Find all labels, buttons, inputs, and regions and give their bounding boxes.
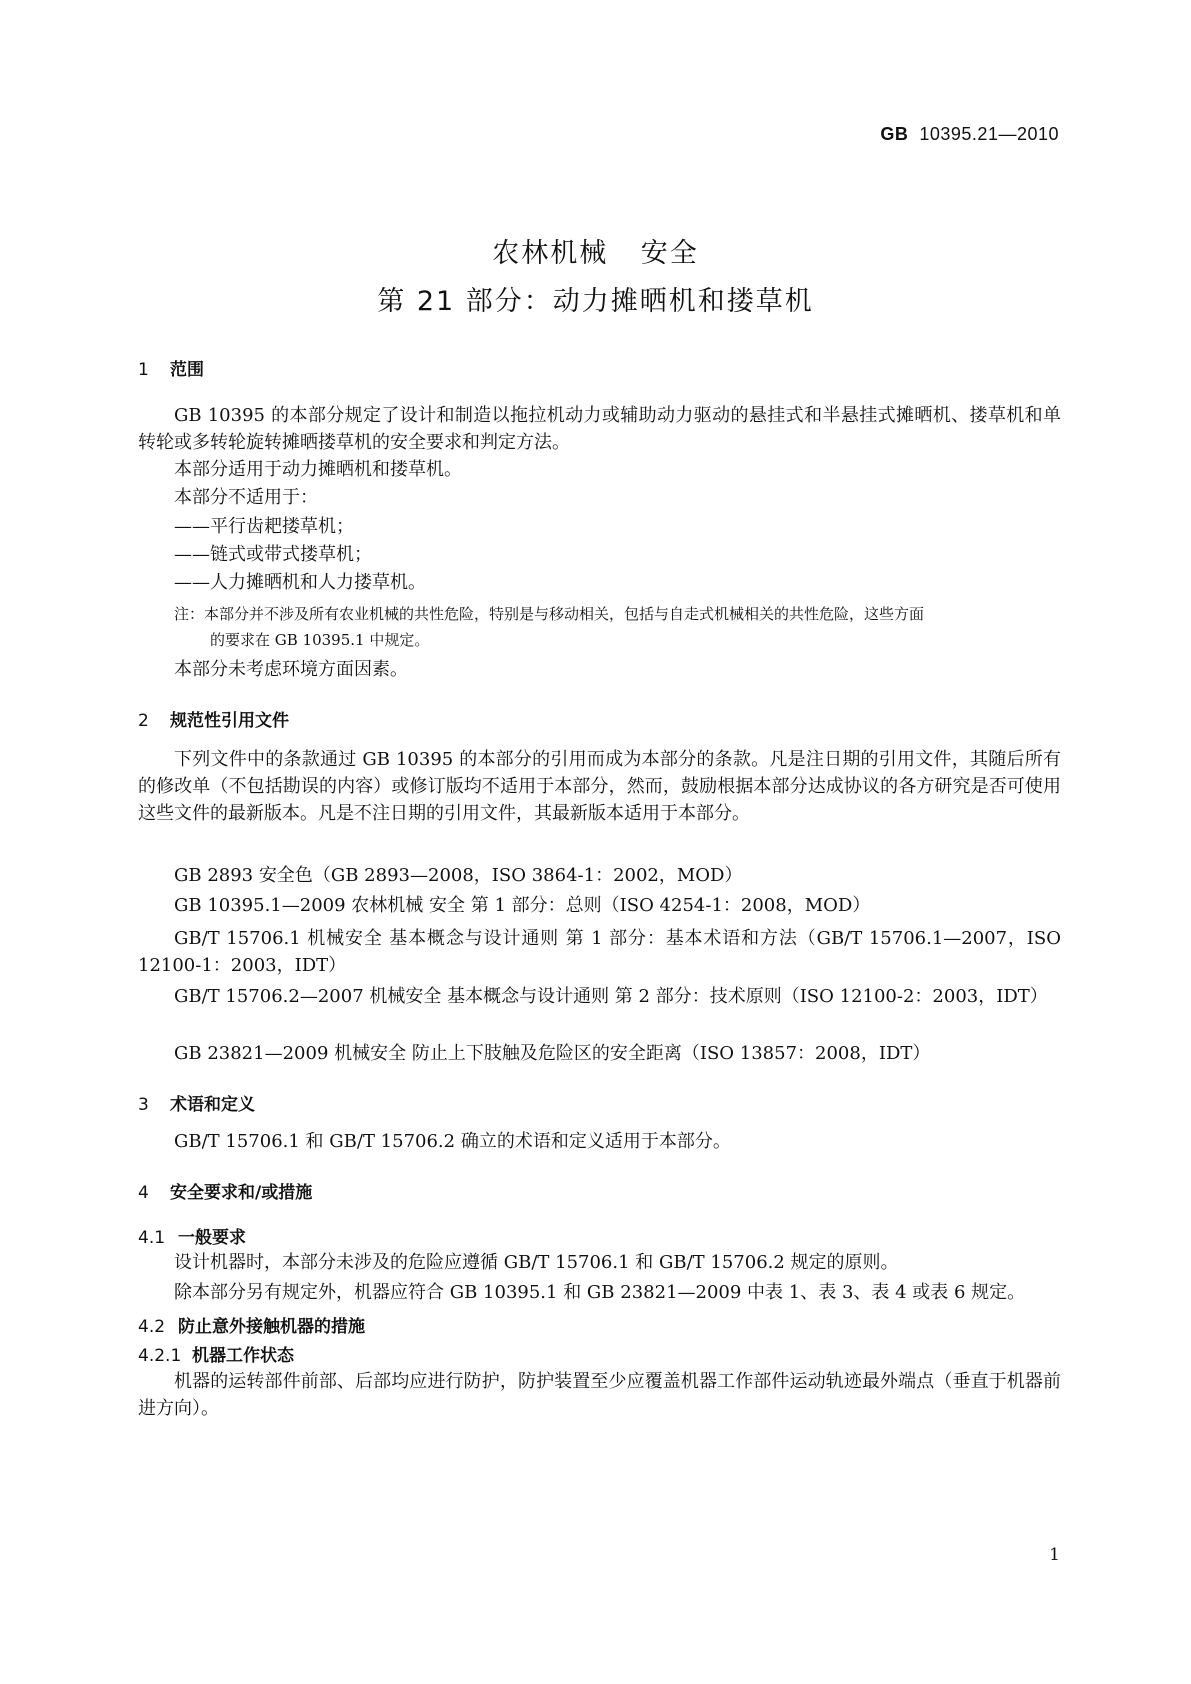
subsection-number: 4.1 — [138, 1228, 166, 1248]
reference-item: GB/T 15706.2—2007 机械安全 基本概念与设计通则 第 2 部分：技术原则（ISO 12100-2：2003，IDT） — [174, 986, 1048, 1007]
title-line-2: 第 21 部分：动力摊晒机和搂草机 — [377, 286, 814, 317]
subsection-title: 防止意外接触机器的措施 — [178, 1317, 365, 1337]
list-item: ——平行齿耙搂草机； — [174, 516, 354, 537]
subsection-4-2-heading — [138, 1312, 365, 1337]
section-3-paragraph-1: GB/T 15706.1 和 GB/T 15706.2 确立的术语和定义适用于本部分。 — [174, 1131, 731, 1152]
subsection-4-2-1-heading — [138, 1341, 294, 1366]
section-title: 范围 — [170, 360, 204, 380]
reference-item: GB 23821—2009 机械安全 防止上下肢触及危险区的安全距离（ISO 13857：2008，IDT） — [174, 1043, 931, 1064]
note-line-2: 的要求在 GB 10395.1 中规定。 — [210, 631, 430, 649]
standard-prefix: GB — [880, 124, 909, 144]
section-4-heading — [138, 1178, 312, 1203]
section-number: 1 — [138, 360, 149, 380]
list-item: ——链式或带式搂草机； — [174, 544, 372, 565]
section-number: 3 — [138, 1095, 149, 1115]
section-title: 安全要求和/或措施 — [170, 1183, 313, 1203]
subsection-number: 4.2.1 — [138, 1346, 182, 1366]
section-1-paragraph-1: GB 10395 的本部分规定了设计和制造以拖拉机动力或辅助动力驱动的悬挂式和半悬挂式摊晒机、搂草机和单转轮或多转轮旋转摊晒搂草机的安全要求和判定方法。 — [138, 405, 1061, 453]
section-1-paragraph-2: 本部分适用于动力摊晒机和搂草机。 — [174, 459, 462, 480]
section-number: 2 — [138, 711, 149, 731]
standard-number: 10395.21—2010 — [919, 124, 1059, 144]
section-1-paragraph-4: 本部分未考虑环境方面因素。 — [174, 659, 408, 680]
subsection-4-1-paragraph-2: 除本部分另有规定外，机器应符合 GB 10395.1 和 GB 23821—2009 中表 1、表 3、表 4 或表 6 规定。 — [174, 1282, 1026, 1303]
standard-code — [880, 124, 1059, 145]
section-2-paragraph-1: 下列文件中的条款通过 GB 10395 的本部分的引用而成为本部分的条款。凡是注日期的引用文件，其随后所有的修改单（不包括勘误的内容）或修订版均不适用于本部分，然而，鼓励根据本部分达成协议的各方研究是否可使用这些文件的最新版本。凡是不注日期的引用文件，其最新版本适用于本部分。 — [138, 749, 1061, 824]
section-1-heading — [138, 355, 204, 380]
note-line-1: 注：本部分并不涉及所有农业机械的共性危险，特别是与移动相关，包括与自走式机械相关的共性危险，这些方面 — [174, 605, 925, 623]
title-line-1: 农林机械 安全 — [492, 238, 699, 269]
subsection-4-1-paragraph-1: 设计机器时，本部分未涉及的危险应遵循 GB/T 15706.1 和 GB/T 15706.2 规定的原则。 — [174, 1252, 899, 1273]
reference-item: GB/T 15706.1 机械安全 基本概念与设计通则 第 1 部分：基本术语和方法（GB/T 15706.1—2007，ISO 12100-1：2003，IDT） — [138, 928, 1061, 976]
subsection-4-2-1-paragraph-1: 机器的运转部件前部、后部均应进行防护，防护装置至少应覆盖机器工作部件运动轨迹最外端点（垂直于机器前进方向）。 — [138, 1371, 1061, 1419]
subsection-title: 一般要求 — [178, 1228, 246, 1248]
section-1-paragraph-3: 本部分不适用于： — [174, 487, 318, 508]
page-number: 1 — [1049, 1545, 1060, 1565]
section-title: 规范性引用文件 — [170, 711, 289, 731]
subsection-title: 机器工作状态 — [192, 1346, 294, 1366]
subsection-number: 4.2 — [138, 1317, 166, 1337]
reference-item: GB 2893 安全色（GB 2893—2008，ISO 3864-1：2002，MOD） — [174, 865, 743, 886]
section-2-heading — [138, 706, 289, 731]
note — [174, 601, 1061, 653]
section-number: 4 — [138, 1183, 149, 1203]
list-item: ——人力摊晒机和人力搂草机。 — [174, 572, 426, 593]
section-3-heading — [138, 1090, 255, 1115]
section-title: 术语和定义 — [170, 1095, 255, 1115]
reference-item: GB 10395.1—2009 农林机械 安全 第 1 部分：总则（ISO 4254-1：2008，MOD） — [174, 895, 871, 916]
subsection-4-1-heading — [138, 1223, 246, 1248]
